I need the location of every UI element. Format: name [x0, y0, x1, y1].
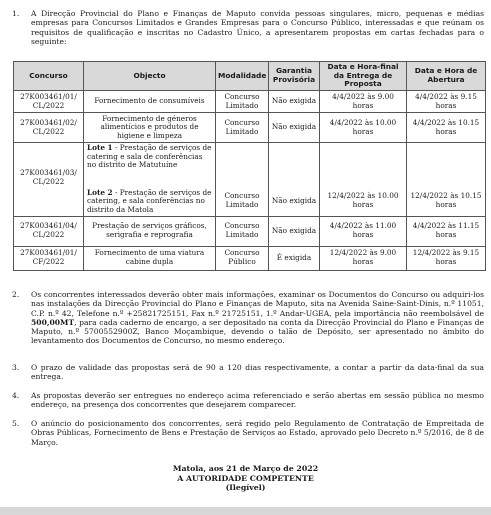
- paragraph-5-number: 5.: [12, 419, 20, 428]
- paragraph-3-text: O prazo de validade das propostas será de 90 a 120 dias respectivamente, a contar a partir da data-final da sua entrega.: [31, 363, 484, 382]
- cell-objecto: Fornecimento de consumíveis: [84, 91, 216, 113]
- paragraph-5: [12, 419, 484, 447]
- cell-abertura: 12/4/2022 às 10.15 horas: [407, 143, 486, 217]
- cell-modalidade: Concurso Limitado: [216, 91, 269, 113]
- lot-1: [87, 144, 213, 170]
- cell-garantia: Não exigida: [269, 216, 320, 246]
- cell-entrega: 4/4/2022 às 11.00 horas: [320, 216, 407, 246]
- fee-amount: 500,00MT: [31, 317, 75, 327]
- paragraph-2-text-a: Os concorrentes interessados deverão obter mais informações, examinar os Documentos do Concurso ou adquiri-los nas instalações da Direcção Provincial do Plano e Finanças de Maputo, sita na Avenida Saine-Saint-Dinis, n.º 11051, C.P. n.º 42, Telefone n.º +25821725151, Fax n.º 21725151, 1.º Andar-UGEA, pela importância não reembolsável de: [31, 290, 484, 318]
- bottom-band: [0, 507, 491, 515]
- paragraph-4: [12, 391, 484, 410]
- signature-place-date: Matola, aos 21 de Março de 2022: [172, 464, 319, 473]
- intro-paragraph: [12, 9, 484, 46]
- cell-objecto: Fornecimento de uma viatura cabine dupla: [84, 246, 216, 270]
- cell-abertura: 12/4/2022 às 9.15 horas: [407, 246, 486, 270]
- paragraph-5-text: O anúncio do posicionamento dos concorrentes, será regido pelo Regulamento de Contratação de Empreitada de Obras Públicas, Fornecimento de Bens e Prestação de Serviços ao Estado, aprovado pelo Decreto n.º 5/2016, de 8 de Março.: [31, 419, 484, 447]
- tender-table: [13, 61, 486, 271]
- cell-garantia: Não exigida: [269, 113, 320, 143]
- paragraph-2: [12, 290, 484, 346]
- cell-concurso: 27K003461/01/ CL/2022: [14, 91, 84, 113]
- cell-abertura: 4/4/2022 às 11.15 horas: [407, 216, 486, 246]
- header-entrega: Data e Hora-final da Entrega de Proposta: [320, 62, 407, 91]
- cell-concurso: 27K003461/02/ CL/2022: [14, 113, 84, 143]
- header-modalidade: Modalidade: [216, 62, 269, 91]
- paragraph-4-text: As propostas deverão ser entregues no endereço acima referenciado e serão abertas em sessão pública no mesmo endereço, na presença dos concorrentes que desejarem comparecer.: [31, 391, 484, 410]
- cell-entrega: 4/4/2022 às 10.00 horas: [320, 113, 407, 143]
- cell-modalidade: Concurso Público: [216, 246, 269, 270]
- lot-2-text: - Prestação de serviços de catering, e sala conferências no distrito da Matola: [87, 187, 212, 214]
- cell-modalidade: Concurso Limitado: [216, 216, 269, 246]
- table-row: [14, 216, 486, 246]
- cell-objecto-lots: [84, 143, 216, 217]
- lot-2-label: Lote 2: [87, 187, 113, 197]
- cell-garantia: É exigida: [269, 246, 320, 270]
- table-row: [14, 113, 486, 143]
- cell-entrega: 12/4/2022 às 10.00 horas: [320, 143, 407, 217]
- cell-abertura: 4/4/2022 às 9.15 horas: [407, 91, 486, 113]
- paragraph-2-text: [31, 290, 484, 346]
- paragraph-4-number: 4.: [12, 391, 20, 400]
- table-header-row: [14, 62, 486, 91]
- cell-entrega: 12/4/2022 às 9.00 horas: [320, 246, 407, 270]
- paragraph-2-number: 2.: [12, 290, 20, 299]
- cell-abertura: 4/4/2022 às 10.15 horas: [407, 113, 486, 143]
- cell-garantia: Não exigida: [269, 143, 320, 217]
- table-row: [14, 246, 486, 270]
- signature-authority: A AUTORIDADE COMPETENTE: [177, 473, 314, 483]
- table-row: [14, 143, 486, 217]
- lot-1-label: Lote 1: [87, 143, 113, 152]
- intro-text: A Direcção Provincial do Plano e Finanças de Maputo convida pessoas singulares, micro, pequenas e médias empresas para Concursos Limitados e Grandes Empresas para o Concurso Público, interessadas e que reúnam os requisitos de qualificação e inscritas no Cadastro Único, a apresentarem propostas em cartas fechadas para o seguinte:: [31, 9, 484, 46]
- cell-concurso: 27K003461/03/ CL/2022: [14, 143, 84, 217]
- intro-number: 1.: [12, 9, 20, 18]
- cell-entrega: 4/4/2022 às 9.00 horas: [320, 91, 407, 113]
- cell-modalidade: Concurso Limitado: [216, 113, 269, 143]
- header-concurso: Concurso: [14, 62, 84, 91]
- lot-1-text: - Prestação de serviços de catering e sala de conferências no distrito de Matutuíne: [87, 143, 212, 170]
- cell-garantia: Não exigida: [269, 91, 320, 113]
- header-abertura: Data e Hora de Abertura: [407, 62, 486, 91]
- cell-objecto: Fornecimento de géneros alimentícios e produtos de higiene e limpeza: [84, 113, 216, 143]
- lot-2: [87, 189, 213, 215]
- paragraph-3-number: 3.: [12, 363, 20, 372]
- cell-modalidade: Concurso Limitado: [216, 143, 269, 217]
- cell-objecto: Prestação de serviços gráficos, serigrafia e reprografia: [84, 216, 216, 246]
- table-row: [14, 91, 486, 113]
- cell-concurso: 27K003461/04/ CL/2022: [14, 216, 84, 246]
- signature-illegible: (Ilegível): [225, 483, 266, 493]
- cell-concurso: 27K003461/01/ CF/2022: [14, 246, 84, 270]
- header-objecto: Objecto: [84, 62, 216, 91]
- header-garantia: Garantia Provisória: [269, 62, 320, 91]
- signature-block: [0, 464, 491, 493]
- paragraph-3: [12, 363, 484, 382]
- paragraph-2-text-b: , para cada caderno de encargo, a ser depositado na conta da Direcção Provincial do Plano e Finanças de Maputo, n.º 5700552900Z, Banco Moçambique, devendo o talão de Depósito, ser apresentado no âmbito do levantamento dos Documentos de Concurso, no mesmo endereço.: [31, 317, 484, 346]
